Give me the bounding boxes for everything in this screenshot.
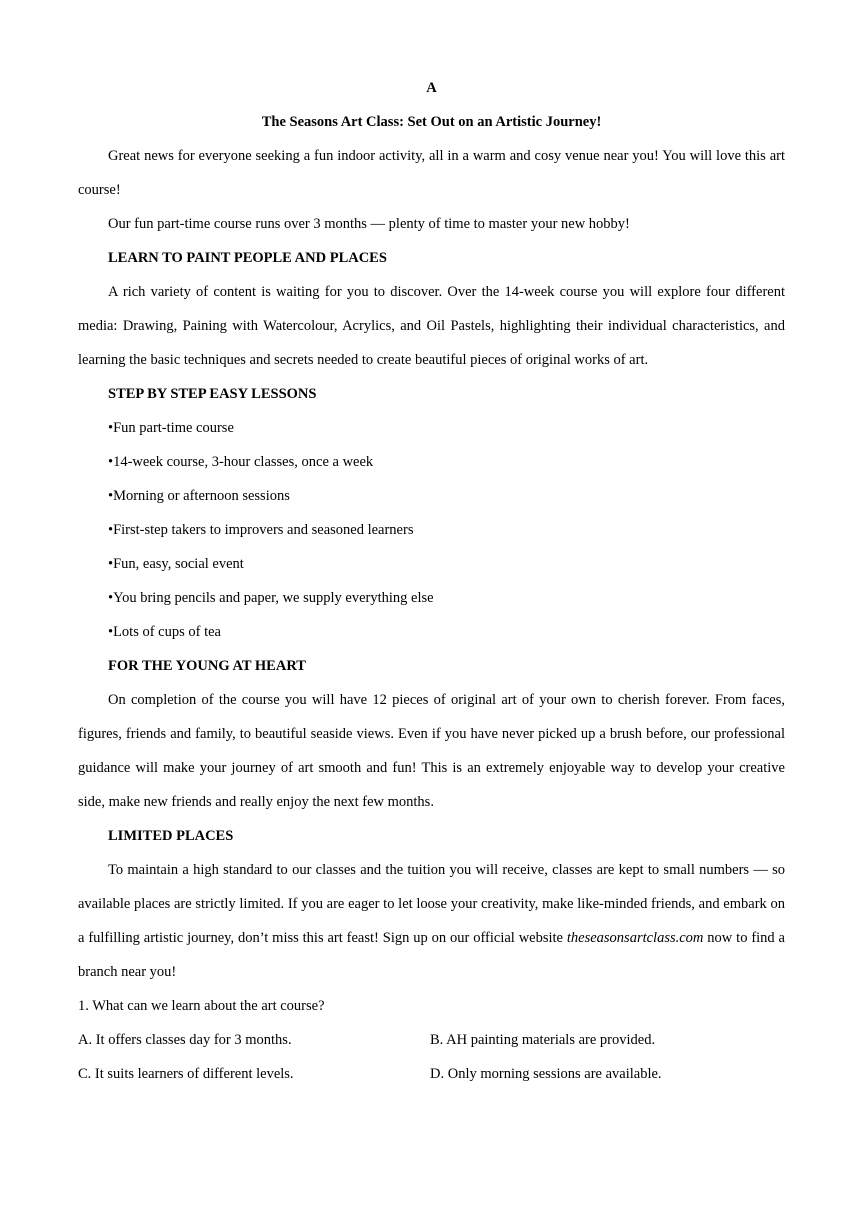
passage-title: The Seasons Art Class: Set Out on an Artistic Journey! <box>261 114 602 130</box>
option-d: D. Only morning sessions are available. <box>430 1066 662 1082</box>
bullet-item: •First-step takers to improvers and seasoned learners <box>108 522 414 538</box>
option-c: C. It suits learners of different levels. <box>78 1066 294 1082</box>
bullet-item: •Fun part-time course <box>108 420 234 436</box>
passage <box>78 71 785 1091</box>
question-stem: 1. What can we learn about the art course? <box>78 998 325 1014</box>
option-b: B. AH painting materials are provided. <box>430 1032 656 1048</box>
answer-options-row-2 <box>78 1057 785 1091</box>
website-link-text: theseasonsartclass.com <box>566 930 704 946</box>
section-body-paint: A rich variety of content is waiting for you to discover. Over the 14-week course you will explore four different media: Drawing, Paining with Watercolour, Acrylics, and Oil Pastels, highlighting their individual characteristics, and learning the basic techniques and secrets needed to create beautiful pieces of original works of art. <box>78 284 785 368</box>
section-body-young: On completion of the course you will have 12 pieces of original art of your own to cherish forever. From faces, figures, friends and family, to beautiful seaside views. Even if you have never picked up a brush before, our professional guidance will make your journey of art smooth and fun! This is an extremely enjoyable way to develop your creative side, make new friends and really enjoy the next few months. <box>78 692 785 810</box>
bullet-item: •Fun, easy, social event <box>108 556 244 572</box>
section-heading-lessons: STEP BY STEP EASY LESSONS <box>108 386 317 402</box>
section-heading-limited: LIMITED PLACES <box>108 828 234 844</box>
answer-options-row-1 <box>78 1023 785 1057</box>
option-a: A. It offers classes day for 3 months. <box>78 1032 292 1048</box>
intro-paragraph-2: Our fun part-time course runs over 3 months — plenty of time to master your new hobby! <box>108 216 630 232</box>
bullet-item: •You bring pencils and paper, we supply everything else <box>108 590 434 606</box>
bullet-item: •14-week course, 3-hour classes, once a week <box>108 454 374 470</box>
section-letter: A <box>426 80 437 96</box>
limited-body-end: now to find a branch near you! <box>78 930 785 980</box>
limited-body-start: To maintain a high standard to our classes and the tuition you will receive, classes are kept to small numbers — so available places are strictly limited. If you are eager to let loose your creativity, make like-minded friends, and embark on a fulfilling artistic journey, don’t miss this art feast! Sign up on our official website <box>78 862 785 946</box>
section-heading-paint: LEARN TO PAINT PEOPLE AND PLACES <box>108 250 387 266</box>
bullet-item: •Morning or afternoon sessions <box>108 488 290 504</box>
intro-paragraph-1: Great news for everyone seeking a fun indoor activity, all in a warm and cosy venue near you! You will love this art course! <box>78 148 785 198</box>
bullet-item: •Lots of cups of tea <box>108 624 221 640</box>
section-heading-young: FOR THE YOUNG AT HEART <box>108 658 306 674</box>
section-body-limited <box>78 853 785 989</box>
